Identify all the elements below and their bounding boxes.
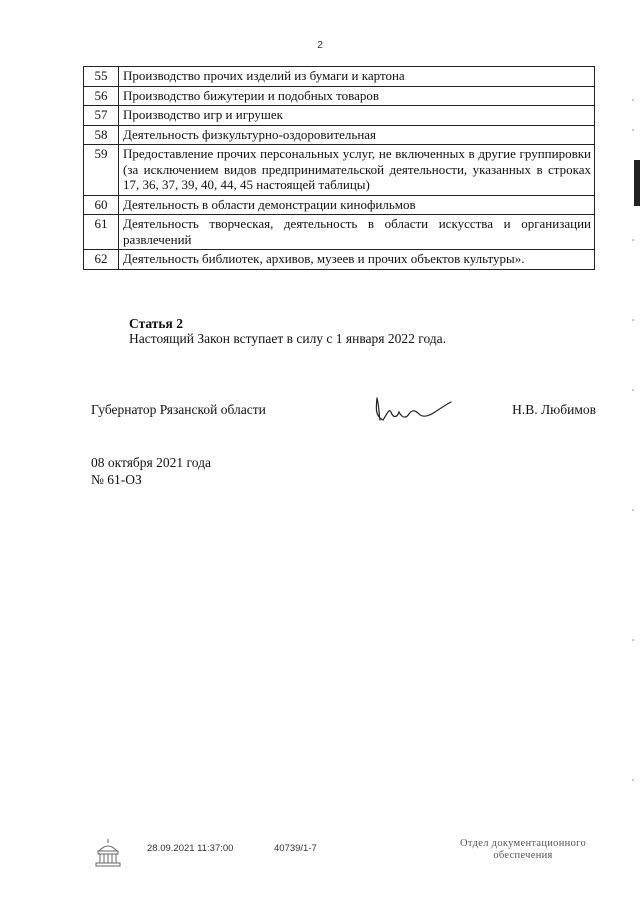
- row-number: 61: [84, 215, 119, 250]
- activity-description: Производство игр и игрушек: [119, 106, 595, 126]
- table-row: [84, 125, 595, 145]
- stamp-line-2: обеспечения: [493, 850, 553, 861]
- activity-description: Предоставление прочих персональных услуг, не включенных в другие группировки (за исключением видов предпринимательской деятельности, указанных в строках 17, 36, 37, 39, 40, 44, 45 настоящей таблицы): [119, 145, 595, 196]
- scan-edge-dots: [630, 90, 636, 790]
- footer-document-id: 40739/1-7: [274, 843, 317, 854]
- signature-block: [91, 402, 596, 432]
- governor-name: Н.В. Любимов: [512, 402, 596, 417]
- page-number: 2: [317, 40, 323, 51]
- table-row: [84, 67, 595, 87]
- row-number: 62: [84, 250, 119, 270]
- table-row: [84, 145, 595, 196]
- row-number: 57: [84, 106, 119, 126]
- table-row: [84, 250, 595, 270]
- row-number: 56: [84, 86, 119, 106]
- department-stamp: [448, 838, 598, 862]
- law-number: № 61-ОЗ: [91, 472, 142, 487]
- article-body: Настоящий Закон вступает в силу с 1 января 2022 года.: [129, 331, 447, 346]
- table-row: [84, 86, 595, 106]
- activity-description: Деятельность библиотек, архивов, музеев и прочих объектов культуры».: [119, 250, 595, 270]
- row-number: 59: [84, 145, 119, 196]
- row-number: 58: [84, 125, 119, 145]
- activities-table: [83, 66, 595, 270]
- table-row: [84, 195, 595, 215]
- handwritten-signature: [373, 392, 453, 428]
- activity-description: Деятельность творческая, деятельность в области искусства и организации развлечений: [119, 215, 595, 250]
- article-title: Статья 2: [129, 316, 183, 331]
- row-number: 55: [84, 67, 119, 87]
- activity-description: Деятельность физкультурно-оздоровительная: [119, 125, 595, 145]
- activity-description: Производство прочих изделий из бумаги и картона: [119, 67, 595, 87]
- table-row: [84, 215, 595, 250]
- law-date: 08 октября 2021 года: [91, 455, 211, 470]
- footer-timestamp: 28.09.2021 11:37:00: [147, 843, 234, 854]
- activity-description: Деятельность в области демонстрации кинофильмов: [119, 195, 595, 215]
- governor-title: Губернатор Рязанской области: [91, 402, 266, 417]
- stamp-line-1: Отдел документационного: [459, 838, 587, 849]
- row-number: 60: [84, 195, 119, 215]
- registry-emblem-icon: [93, 837, 123, 869]
- table-row: [84, 106, 595, 126]
- activity-description: Производство бижутерии и подобных товаров: [119, 86, 595, 106]
